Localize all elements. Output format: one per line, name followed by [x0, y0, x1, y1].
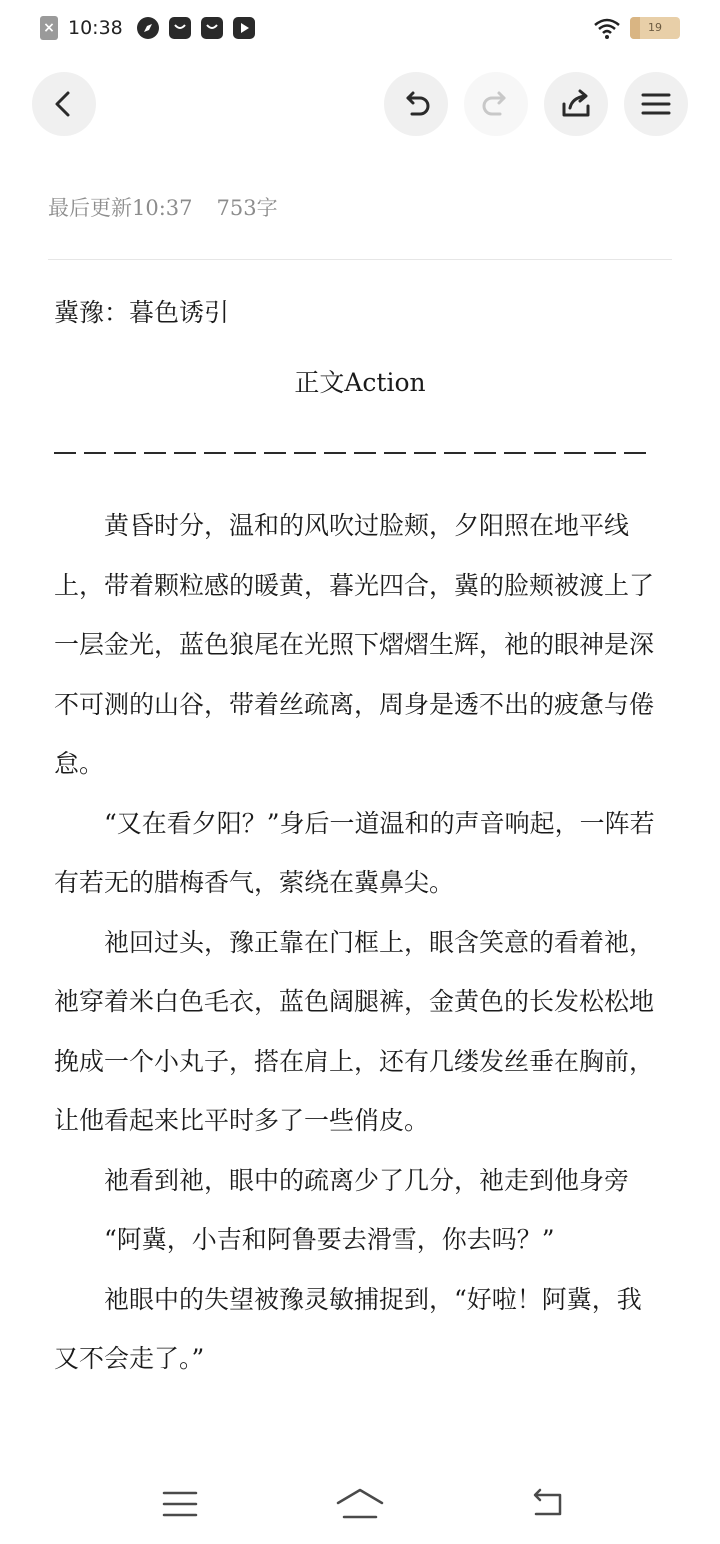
document-meta [48, 192, 278, 224]
close-notification-icon: × [40, 16, 58, 40]
compass-icon [137, 17, 159, 39]
play-icon [233, 17, 255, 39]
document-body[interactable] [54, 284, 666, 1459]
status-right [592, 16, 680, 40]
status-left [40, 16, 255, 40]
menu-icon [639, 87, 673, 121]
notification-icon [201, 17, 223, 39]
paragraph: 祂回过头，豫正靠在门框上，眼含笑意的看着祂，祂穿着米白色毛衣，蓝色阔腿裤，金黄色的长发松松地挽成一个小丸子，搭在肩上，还有几缕发丝垂在胸前，让他看起来比平时多了一些俏皮。 [54, 927, 655, 1135]
home-icon [335, 1486, 385, 1522]
paragraph: “又在看夕阳？”身后一道温和的声音响起，一阵若有若无的腊梅香气，萦绕在冀鼻尖。 [54, 808, 655, 897]
battery-level: 19 [648, 21, 662, 34]
menu-button[interactable] [624, 72, 688, 136]
document-text [54, 496, 666, 1389]
recents-button[interactable] [150, 1474, 210, 1534]
undo-button[interactable] [384, 72, 448, 136]
document-subtitle: 正文Action [294, 368, 426, 397]
separator-rule [54, 452, 650, 454]
navigation-bar [0, 1460, 720, 1544]
status-bar [0, 0, 720, 56]
battery-indicator [630, 17, 680, 39]
menu-lines-icon [162, 1489, 198, 1519]
redo-icon [478, 86, 514, 122]
back-icon [528, 1487, 568, 1521]
home-button[interactable] [330, 1474, 390, 1534]
paragraph: “阿冀，小吉和阿鲁要去滑雪，你去吗？” [104, 1225, 555, 1254]
wifi-icon [592, 16, 622, 40]
share-button[interactable] [544, 72, 608, 136]
word-count: 753字 [216, 196, 278, 220]
status-time: 10:38 [68, 17, 123, 39]
last-updated: 最后更新10:37 [48, 196, 193, 220]
paragraph: 黄昏时分，温和的风吹过脸颊，夕阳照在地平线上，带着颗粒感的暖黄，暮光四合，冀的脸颊被渡上了一层金光，蓝色狼尾在光照下熠熠生辉，祂的眼神是深不可测的山谷，带着丝疏离，周身是透不出的疲惫与倦怠。 [54, 511, 655, 778]
redo-button[interactable] [464, 72, 528, 136]
divider [48, 259, 672, 260]
paragraph: 祂眼中的失望被豫灵敏捕捉到，“好啦！阿冀，我又不会走了。” [54, 1284, 642, 1373]
paragraph: 祂看到祂，眼中的疏离少了几分，祂走到他身旁 [104, 1165, 630, 1195]
chevron-left-icon [49, 89, 79, 119]
undo-icon [398, 86, 434, 122]
share-icon [558, 86, 594, 122]
notification-icon [169, 17, 191, 39]
back-button[interactable] [32, 72, 96, 136]
document-title: 冀豫：暮色诱引 [54, 298, 230, 327]
system-back-button[interactable] [518, 1474, 578, 1534]
